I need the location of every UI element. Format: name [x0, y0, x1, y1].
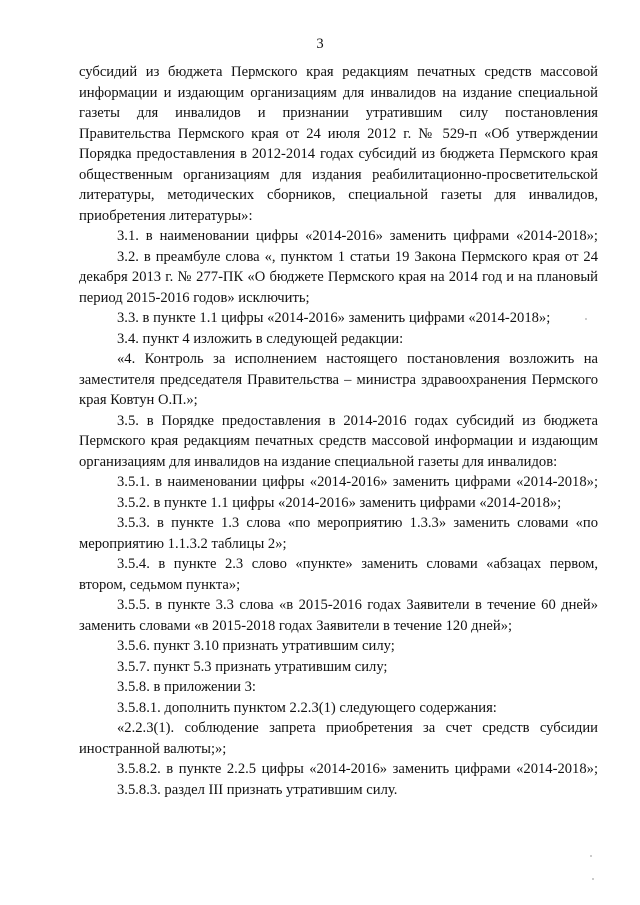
- scan-speck: [590, 855, 592, 857]
- paragraph-quote-2-2-3: «2.2.3(1). соблюдение запрета приобретения за счет средств субсидии иностранной валюты;»;: [79, 720, 598, 757]
- paragraph-3-5-8: 3.5.8. в приложении 3:: [117, 679, 256, 695]
- paragraph-3-4: 3.4. пункт 4 изложить в следующей редакции:: [117, 330, 404, 347]
- scan-speck: [585, 318, 587, 320]
- paragraph-3-5-1: 3.5.1. в наименовании цифры «2014-2016» заменить цифрами «2014-2018»;: [117, 474, 598, 490]
- paragraph-3-5-8-3: 3.5.8.3. раздел III признать утратившим силу.: [117, 781, 398, 798]
- paragraph-quote-4: «4. Контроль за исполнением настоящего постановления возложить на заместителя председателя Правительства – министра здравоохранения Пермского края Ковтун О.П.»;: [79, 351, 598, 408]
- paragraph-3-1: 3.1. в наименовании цифры «2014-2016» заменить цифрами «2014-2018»;: [117, 228, 598, 244]
- paragraph-3-5-4: 3.5.4. в пункте 2.3 слово «пункте» заменить словами «абзацах первом, втором, седьмом пункта»;: [79, 556, 598, 593]
- paragraph-3-5-6: 3.5.6. пункт 3.10 признать утратившим силу;: [117, 638, 395, 654]
- scan-speck: [592, 878, 594, 880]
- paragraph-3-5-2: 3.5.2. в пункте 1.1 цифры «2014-2016» заменить цифрами «2014-2018»;: [117, 494, 562, 511]
- paragraph-3-5-3: 3.5.3. в пункте 1.3 слова «по мероприятию 1.3.3» заменить словами «по мероприятию 1.1.3.2 таблицы 2»;: [79, 515, 598, 552]
- paragraph-3-3: 3.3. в пункте 1.1 цифры «2014-2016» заменить цифрами «2014-2018»;: [117, 310, 551, 326]
- paragraph-intro: субсидий из бюджета Пермского края редакциям печатных средств массовой информации и издающим организациям для инвалидов на издание специальной газеты для инвалидов и признании утратившим силу постановления Правительства Пермского края от 24 июля 2012 г. № 529-п «Об утверждении Порядка предоставления в 2012-2014 годах субсидий из бюджета Пермского края общественным организациям для издания реабилитационно-просветительской литературы, методических сборников, специальной газеты для инвалидов, приобретения литературы»:: [79, 64, 598, 224]
- paragraph-3-5-8-1: 3.5.8.1. дополнить пунктом 2.2.3(1) следующего содержания:: [117, 699, 497, 716]
- document-body: [79, 62, 598, 800]
- paragraph-3-5: 3.5. в Порядке предоставления в 2014-2016 годах субсидий из бюджета Пермского края редакциям печатных средств массовой информации и издающим организациям для инвалидов на издание специальной газеты для инвалидов:: [79, 412, 598, 470]
- paragraph-3-5-8-2: 3.5.8.2. в пункте 2.2.5 цифры «2014-2016» заменить цифрами «2014-2018»;: [117, 761, 598, 777]
- page-number: 3: [316, 36, 324, 52]
- paragraph-3-2: 3.2. в преамбуле слова «, пунктом 1 статьи 19 Закона Пермского края от 24 декабря 2013 г. № 277-ПК «О бюджете Пермского края на 2014 год и на плановый период 2015-2016 годов» исключить;: [79, 248, 598, 306]
- paragraph-3-5-5: 3.5.5. в пункте 3.3 слова «в 2015-2016 годах Заявители в течение 60 дней» заменить словами «в 2015-2018 годах Заявители в течение 120 дней»;: [79, 597, 598, 634]
- paragraph-3-5-7: 3.5.7. пункт 5.3 признать утратившим силу;: [117, 658, 388, 675]
